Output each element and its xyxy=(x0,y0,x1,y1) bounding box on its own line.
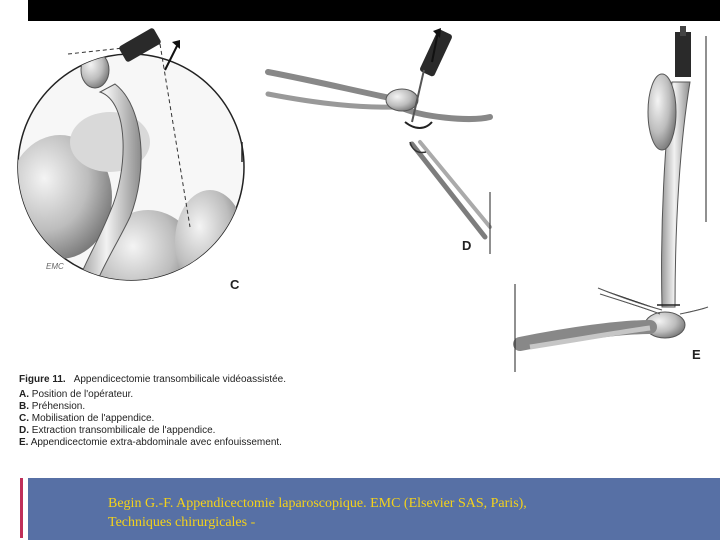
caption-item-e xyxy=(19,437,419,449)
caption-item-text: Position de l'opérateur. xyxy=(31,389,134,400)
top-black-bar xyxy=(28,0,720,21)
caption-item-d xyxy=(19,425,419,437)
caption-item-letter: E. xyxy=(19,437,29,448)
caption-item-text: Appendicectomie extra-abdominale avec enfouissement. xyxy=(30,437,282,448)
panel-label-e: E xyxy=(692,347,701,362)
citation-footer xyxy=(28,478,720,540)
caption-item-b xyxy=(19,401,419,413)
caption-item-letter: B. xyxy=(19,401,29,412)
caption-item-c xyxy=(19,413,419,425)
panel-d-drawing xyxy=(268,28,490,254)
panel-e-drawing xyxy=(515,26,708,372)
citation-line-2: Techniques chirurgicales - xyxy=(108,515,256,530)
accent-rule xyxy=(20,478,23,538)
caption-item-text: Extraction transombilicale de l'appendice. xyxy=(31,425,216,436)
caption-item-letter: A. xyxy=(19,389,29,400)
caption-item-a xyxy=(19,389,419,401)
caption-item-letter: C. xyxy=(19,413,29,424)
emc-watermark: EMC xyxy=(46,262,64,271)
caption-title-line xyxy=(19,374,419,386)
panel-c-drawing xyxy=(8,27,245,314)
citation-line-1: Begin G.-F. Appendicectomie laparoscopique. EMC (Elsevier SAS, Paris), xyxy=(108,496,527,511)
caption-item-text: Préhension. xyxy=(31,401,86,412)
panel-label-c: C xyxy=(230,277,240,292)
figure-title: Appendicectomie transombilicale vidéoassistée. xyxy=(73,374,287,385)
surgical-illustration xyxy=(0,22,720,372)
illustration-svg xyxy=(0,22,720,372)
figure-label: Figure 11. xyxy=(19,374,66,385)
caption-item-letter: D. xyxy=(19,425,29,436)
panel-label-d: D xyxy=(462,238,472,253)
caption-item-text: Mobilisation de l'appendice. xyxy=(31,413,155,424)
figure-caption xyxy=(19,374,419,449)
citation-text xyxy=(108,494,708,532)
